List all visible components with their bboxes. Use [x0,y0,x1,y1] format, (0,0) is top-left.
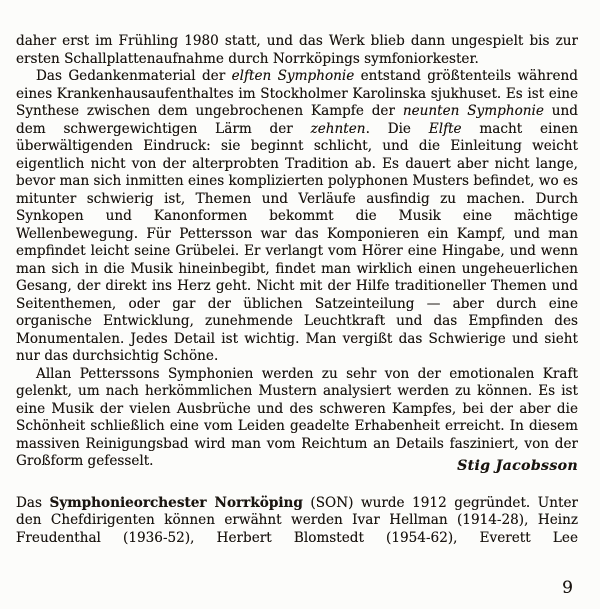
text-run: entstand größtenteils während eines Krankenhausaufenthaltes im Stockholmer Karolinska sjukhuset. Es ist eine Synthese zwischen dem ungebrochenen Kampfe der [16,68,578,119]
paragraph-eleventh-symphony [16,68,578,366]
author-name: Stig Jacobsson [457,458,578,474]
text-run-italic: Elfte [428,120,462,137]
text-run: . Die [365,120,429,137]
text-run-italic: elften Symphonie [231,68,355,84]
text-run: Das [16,494,50,511]
paragraph-pettersson-symphonies [16,366,578,471]
text-run-italic: neunten Symphonie [402,103,544,119]
text-run: und dem schwergewichtigen Lärm der [16,103,578,137]
page-number: 9 [562,578,573,598]
paragraph-orchestra [16,495,578,548]
text-run: Allan Petterssons Symphonien werden zu sehr von der emotionalen Kraft gelenkt, um nach herkömmlichen Mustern analysiert werden zu können. Es ist eine Musik der vielen Ausbrüche und des schweren Kampfes, bei der aber die Schönheit schließlich eine vom Leiden geadelte Erhabenheit erreicht. In diesem massiven Reinigungsbad wird man vom Reichtum an Details fasziniert, von der Großform gefesselt. [16,365,578,469]
text-run: (SON) wurde 1912 gegründet. Unter den Chefdirigenten können erwähnt werden Ivar Hellman (1914-28), Heinz Freudenthal (1936-52), Herbert Blomstedt (1954-62), Everett Lee [16,494,579,546]
text-run: macht einen überwältigenden Eindruck: sie beginnt schlicht, und die Einleitung weicht eigentlich nicht von der alterprobten Tradition ab. Es dauert aber nicht lange, bevor man sich inmitten eines komplizierten polyphonen Musters befindet, wo es mitunter schwierig ist, Themen und Verläufe ausfindig zu machen. Durch Synkopen und Kanonformen bekommt die Musik eine mächtige Wellenbewegung. Für Pettersson war das Komponieren ein Kampf, und man empfindet leicht seine Grübelei. Er verlangt vom Hörer eine Hingabe, und wenn man sich in die Musik hineinbegibt, findet man wirklich einen ungeheuerlichen Gesang, der direkt ins Herz geht. Nicht mit der Hilfe traditioneller Themen und Seitenthemen, oder gar der üblichen Satzeinteilung — aber durch eine organische Entwicklung, zunehmende Leuchtkraft und das Empfinden des Monumentalen. Jedes Detail ist wichtig. Man vergißt das Schwierige und sieht nur das durchsichtig Schöne. [16,120,578,364]
paragraph-continuation [16,33,578,68]
text-run-bold: Symphonieorchester Norrköping [49,494,303,511]
text-run-italic: zehnten [310,120,366,137]
text-run: daher erst im Frühling 1980 statt, und das Werk blieb dann ungespielt bis zur ersten Schallplattenaufnahme durch Norrköpings symfoniorkester. [16,33,578,67]
text-run: Das Gedankenmaterial der [36,68,232,84]
